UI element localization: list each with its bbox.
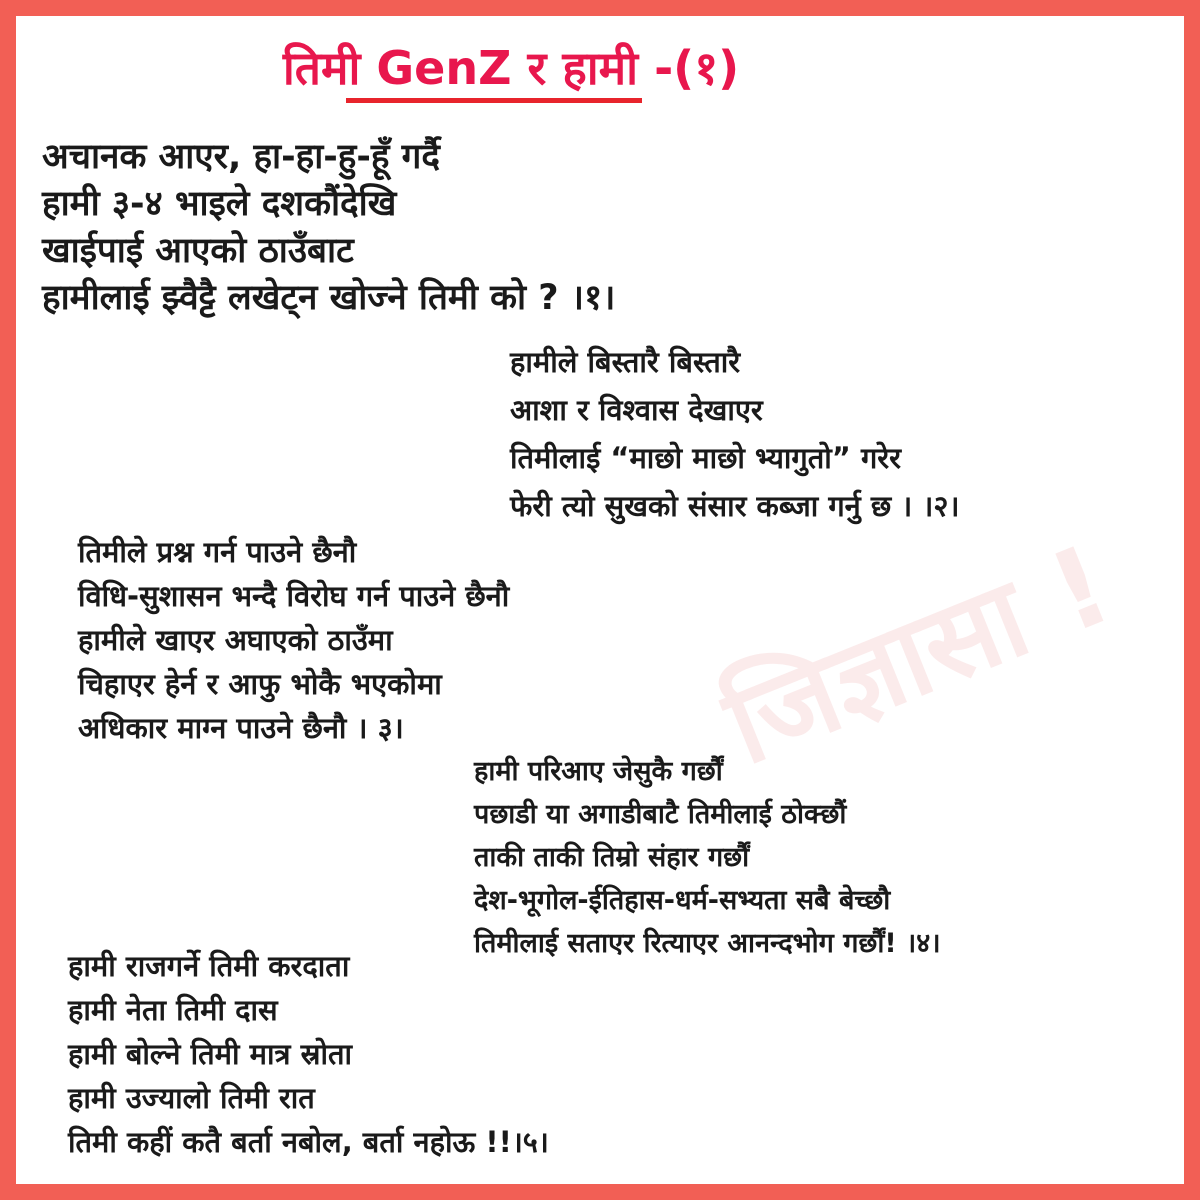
title-underline [346,98,642,103]
stanza-line: हामी नेता तिमी दास [68,993,278,1027]
stanza-line: विधि-सुशासन भन्दै विरोघ गर्न पाउने छैनौ [78,579,510,613]
stanza-line: हामी परिआए जेसुकै गर्छौं [474,756,723,787]
stanza-line: हामी उज्यालो तिमी रात [68,1081,315,1115]
stanza-line: देश-भूगोल-ईतिहास-धर्म-सभ्यता सबै बेच्छौ [474,885,891,916]
stanza-line: हामीलाई झ्वैट्टै लखेट्न खोज्ने तिमी को ? ।१। [42,278,616,318]
stanza-line: ताकी ताकी तिम्रो संहार गर्छौं [474,842,750,873]
stanza-line: हामी बोल्ने तिमी मात्र स्रोता [68,1037,353,1071]
stanza-line: चिहाएर हेर्न र आफु भोकै भएकोमा [78,667,442,701]
stanza-2 [510,338,959,530]
poem-card [16,16,1184,1184]
stanza-line: तिमी कहीं कतै बर्ता नबोल, बर्ता नहोऊ !!।५। [68,1125,549,1159]
stanza-3 [78,530,509,750]
stanza-line: खाईपाई आएको ठाउँबाट [42,231,354,271]
stanza-line: तिमीले प्रश्न गर्न पाउने छैनौ [78,535,357,569]
poem-title: तिमी GenZ र हामी -(१) [282,41,740,95]
stanza-line: फेरी त्यो सुखको संसार कब्जा गर्नु छ । ।२। [510,489,960,523]
watermark: जिज्ञासा ! [708,520,1128,790]
stanza-4 [474,750,941,965]
stanza-line: हामीले खाएर अघाएको ठाउँमा [78,623,393,657]
stanza-line: अचानक आएर, हा-हा-हु-हूँ गर्दै [42,137,440,177]
stanza-1 [42,134,615,322]
stanza-5 [68,944,549,1164]
stanza-line: हामीले बिस्तारै बिस्तारै [510,345,741,379]
stanza-line: हामी ३-४ भाइले दशकौंदेखि [42,184,397,224]
stanza-line: तिमीलाई सताएर रित्याएर आनन्दभोग गर्छौं! ।४। [474,928,941,959]
stanza-line: अधिकार माग्न पाउने छैनौ । ३। [78,711,404,745]
stanza-line: आशा र विश्वास देखाएर [510,393,763,427]
stanza-line: हामी राजगर्ने तिमी करदाता [68,949,350,983]
stanza-line: पछाडी या अगाडीबाटै तिमीलाई ठोक्छौं [474,799,847,830]
stanza-line: तिमीलाई “माछो माछो भ्यागुतो” गरेर [510,441,902,475]
